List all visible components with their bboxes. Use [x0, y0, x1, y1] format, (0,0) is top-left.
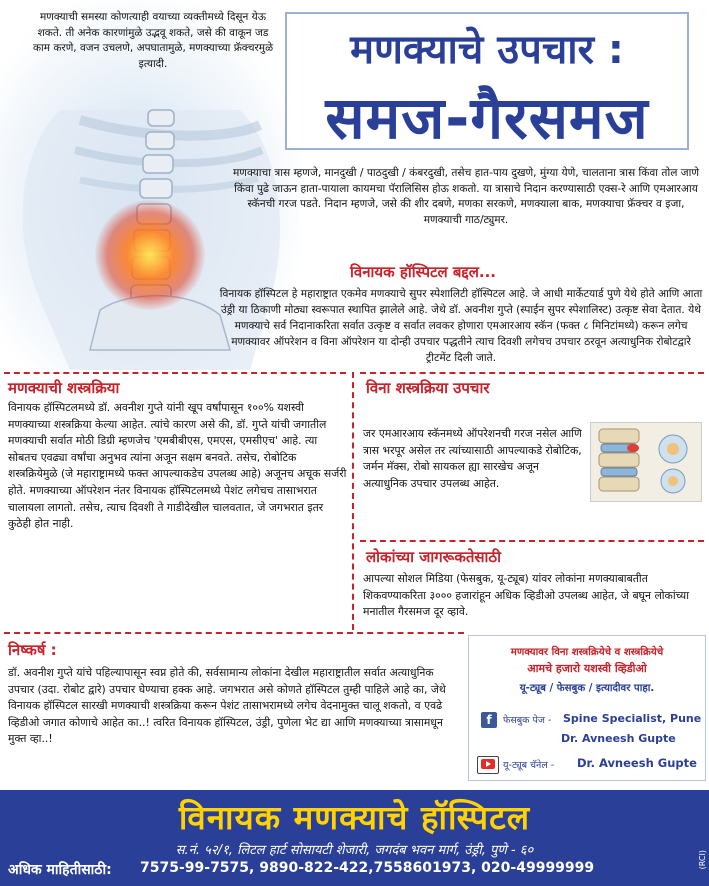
contact-label: अधिक माहितीसाठी:	[8, 862, 112, 878]
facebook-handle: Spine Specialist, Pune	[563, 712, 702, 725]
headline-box	[285, 12, 689, 150]
ad-code: (RCI)	[698, 850, 707, 870]
pain-glow	[95, 200, 205, 310]
divider-nonsurgery	[360, 372, 704, 374]
hospital-name: विनायक मणक्याचे हॉस्पिटल	[178, 798, 531, 837]
youtube-icon	[477, 756, 499, 774]
hero-intro-text: मणक्याची समस्या कोणत्याही वयाच्या व्यक्तीमध्ये दिसून येऊ शकते. ती अनेक कारणांमुळे उद्भवू शकते, जसे की वाकून जड काम करणे, वजन उचलणे, अपघातामुळे, मणक्याच्या फ्रॅक्चरमुळे इत्यादी.	[32, 11, 274, 70]
divider-surgery	[4, 372, 346, 374]
divider-conclusion	[4, 632, 464, 634]
divider-awareness	[360, 540, 704, 542]
surgery-paragraph: विनायक हॉस्पिटलमध्ये डॉ. अवनीश गुप्ते यांनी खूप वर्षांपासून १००% यशस्वी मणक्याच्या शस्त्रक्रिया केल्या आहेत. त्यांचे कारण असे की, डॉ. गुप्ते यांची जगातील मणक्याची सर्वात मोठी डिग्री म्हणजेच 'एमबीबीएस, एमएस, एमसीएच' आहे. त्या सोबतच एवढ्या वर्षांचा अनुभव त्यांना अजून सक्षम बनवते. तसेच, रोबोटिक शस्त्रक्रियेमुळे (जे महाराष्ट्रामध्ये फक्त आपल्याकडेच उपलब्ध आहे) अजूनच अचूक सर्जरी होते. मणक्याच्या ऑपरेशन नंतर विनायक हॉस्पिटलमध्ये पेशंट लगेचच तासाभरात चालायला लागतो. तसेच, त्याच दिवशी ते गाडीदेखील चालवतात, जे जगभरात इतर कुठेही होत नाही.	[8, 401, 347, 531]
hospital-address: स.नं. ५२/१, लिटल हार्ट सोसायटी शेजारी, जगदंब भवन मार्ग, उंड्री, पुणे - ६०	[175, 843, 534, 858]
promo-line-3: यू-ट्यूब / फेसबुक / इत्यादीवर पाहा.	[519, 683, 655, 694]
awareness-paragraph: आपल्या सोशल मिडिया (फेसबुक, यू-ट्यूब) यांवर लोकांना मणक्याबाबतीत शिकवण्याकरिता ३००० हजारांहून अधिक व्हिडीओ उपलब्ध आहेत, जे बघून लोकांच्या मनातील गैरसमज दूर व्हावे.	[363, 572, 689, 619]
youtube-label: यू-ट्यूब चॅनेल -	[503, 760, 555, 771]
vertebra-diagram	[590, 422, 702, 502]
hospital-footer	[0, 790, 709, 886]
intro-paragraph: मणक्याचा त्रास म्हणजे, मानदुखी / पाठदुखी / कंबरदुखी, तसेच हात-पाय दुखणे, मुंग्या येणे, चालताना त्रास किंवा तोल जाणे किंवा पुढे जाऊन हाता-पायाला कायमचा पॅरालिसिस होऊ शकतो. या त्रासाचे निदान करण्यासाठी एक्स-रे आणि एमआरआय स्कॅनची गरज पडते. निदान म्हणजे, जसे की शीर दबणे, मणका सरकणे, मणक्याला बाक, मणक्याचा फ्रॅक्चर व इजा, मणक्याची गाठ/ट्युमर.	[232, 167, 700, 226]
promo-line-2: आमचे हजारो यशस्वी व्हिडीओ	[527, 662, 647, 675]
promo-line-1: मणक्यावर विना शस्त्रक्रियेचे व शस्त्रक्रियेचे	[510, 647, 664, 658]
nonsurgery-paragraph: जर एमआरआय स्कॅनमध्ये ऑपरेशनची गरज नसेल आणि त्रास भरपूर असेल तर त्यांच्यासाठी आपल्याकडे रोबोटिक, जर्मन मॅक्स, रोबो सायकल ह्या सारखेच अजून अत्याधुनिक उपचार उपलब्ध आहेत.	[363, 427, 582, 490]
about-paragraph: विनायक हॉस्पिटल हे महाराष्ट्रात एकमेव मणक्याचे सुपर स्पेशालिटी हॉस्पिटल आहे. जे आधी मार्केटयार्ड पुणे येथे होते आणि आता उंड्री या ठिकाणी मोठ्या स्वरूपात स्थापित झालेले आहे. जेथे डॉ. अवनीश गुप्ते (स्पाईन सुपर स्पेशालिस्ट) उत्कृष्ट सेवा देतात. येथे मणक्याचे सर्व निदानाकरिता सर्वात उत्कृष्ट व सर्वात लवकर होणारा एमआरआय स्कॅन (फक्त ८ मिनिटांमध्ये) करून लगेच मणक्यावर ऑपरेशन व विना ऑपरेशन या दोन्ही उपचार पद्धतीने त्याच दिवशी लगेचच उपचार ठरवून अत्याधुनिक रोबोटद्वारे ट्रीटमेंट दिली जाते.	[219, 288, 703, 364]
video-promo-box	[468, 635, 706, 781]
surgery-heading: मणक्याची शस्त्रक्रिया	[8, 379, 120, 397]
headline-line-1: मणक्याचे उपचार :	[350, 27, 624, 73]
conclusion-paragraph: डॉ. अवनीश गुप्ते यांचे पहिल्यापासून स्वप्न होते की, सर्वसामान्य लोकांना देखील महाराष्ट्रातील सर्वात अत्याधुनिक उपचार (उदा. रोबोट द्वारे) उपचार घेण्याचा हक्क आहे. जगभरात असे कोणते हॉस्पिटल तुम्ही पाहिले आहे का, जेथे विनायक हॉस्पिटल सारखी मणक्याची शस्त्रक्रिया करून पेशंट तासाभरामध्ये लगेच वेदनामुक्त चालू शकतो, व एवढे व्हिडीओ जगात कोणाचे आहेत का..! त्वरित विनायक हॉस्पिटल, उंड्री, पुणेला भेट द्या आणि मणक्याच्या त्रासामधून मुक्त व्हा..!	[8, 666, 446, 746]
facebook-label: फेसबुक पेज -	[503, 715, 552, 726]
facebook-doctor-name: Dr. Avneesh Gupte	[561, 732, 676, 745]
headline-line-2: समज-गैरसमज	[325, 84, 649, 152]
divider-vertical	[352, 372, 354, 630]
facebook-icon: f	[481, 712, 497, 728]
youtube-doctor-name: Dr. Avneesh Gupte	[577, 756, 697, 770]
awareness-heading: लोकांच्या जागरूकतेसाठी	[366, 548, 502, 566]
about-heading: विनायक हॉस्पिटल बद्दल...	[350, 263, 497, 281]
conclusion-heading: निष्कर्ष :	[8, 641, 57, 659]
nonsurgery-heading: विना शस्त्रक्रिया उपचार	[366, 379, 490, 397]
contact-phones: 7575-99-7575, 9890-822-422,7558601973, 020-49999999	[140, 860, 595, 876]
